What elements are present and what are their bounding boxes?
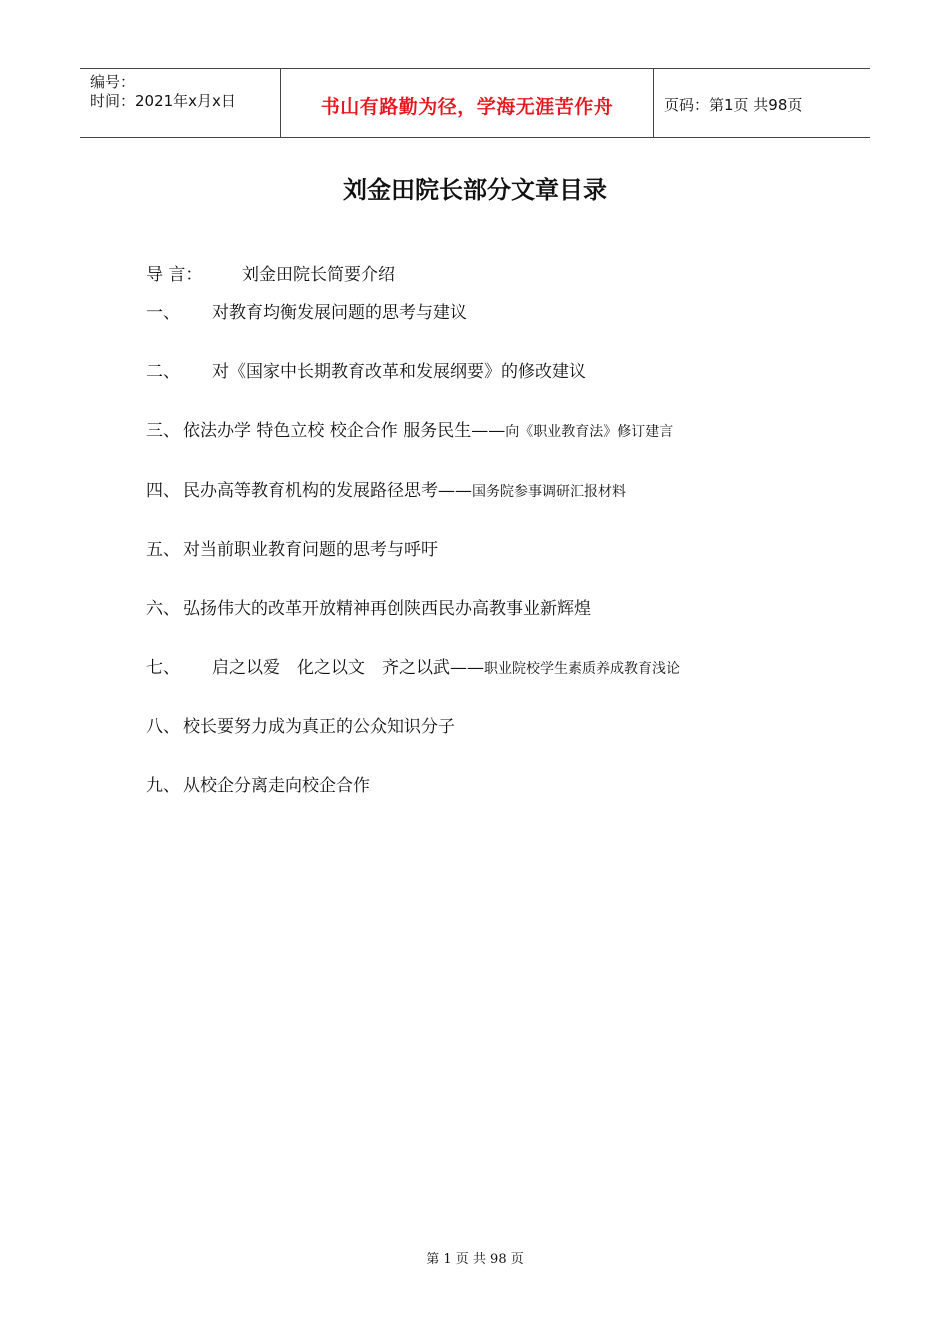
page-title: 刘金田院长部分文章目录 (343, 175, 607, 204)
toc-item-subtitle: 向《职业教育法》修订建言 (505, 424, 674, 440)
toc-item-text: 依法办学 特色立校 校企合作 服务民生—— (183, 421, 506, 441)
toc-item (146, 594, 591, 619)
toc-item (146, 535, 438, 560)
toc-item-subtitle: 职业院校学生素质养成教育浅论 (484, 661, 680, 677)
toc-item-num: 二、 (146, 362, 180, 382)
toc-item-text: 对教育均衡发展问题的思考与建议 (212, 303, 467, 323)
toc-item-text: 校长要努力成为真正的公众知识分子 (183, 717, 455, 737)
toc-item-text: 启之以爱 化之以文 齐之以武—— (212, 658, 484, 678)
toc-item-num: 三、 (146, 421, 180, 441)
toc-item (146, 416, 673, 441)
toc-item (146, 476, 626, 501)
toc-item-num: 四、 (146, 481, 180, 501)
toc-item-text: 对《国家中长期教育改革和发展纲要》的修改建议 (212, 362, 586, 382)
motto: 书山有路勤为径，学海无涯苦作舟 (320, 96, 614, 118)
toc-item-num: 一、 (146, 303, 180, 323)
toc-item-text: 民办高等教育机构的发展路径思考—— (183, 481, 472, 501)
toc-intro (146, 260, 395, 285)
toc-item-num: 六、 (146, 599, 180, 619)
toc-intro-num: 导 言： (146, 265, 203, 285)
code-label: 编号： (90, 73, 136, 91)
toc-item (146, 653, 680, 678)
toc-item-text: 弘扬伟大的改革开放精神再创陕西民办高教事业新辉煌 (183, 599, 591, 619)
toc-item-text: 对当前职业教育问题的思考与呼吁 (183, 540, 438, 560)
toc-item (146, 298, 467, 323)
toc-item (146, 712, 455, 737)
date-label: 时间：2021年x月x日 (90, 92, 236, 110)
toc-intro-text: 刘金田院长简要介绍 (242, 265, 395, 285)
toc-item-subtitle: 国务院参事调研汇报材料 (472, 484, 626, 500)
toc-item (146, 357, 586, 382)
document-header (80, 68, 870, 138)
toc-item (146, 771, 370, 796)
header-motto-cell (281, 69, 654, 137)
header-meta-cell (80, 69, 281, 137)
toc-item-num: 八、 (146, 717, 180, 737)
toc-item-num: 五、 (146, 540, 180, 560)
toc-item-text: 从校企分离走向校企合作 (183, 776, 370, 796)
header-page-cell (654, 69, 870, 137)
toc-item-num: 九、 (146, 776, 180, 796)
page-footer: 第 1 页 共 98 页 (426, 1252, 524, 1267)
page-info: 页码：第1页 共98页 (664, 96, 803, 114)
toc-item-num: 七、 (146, 658, 180, 678)
